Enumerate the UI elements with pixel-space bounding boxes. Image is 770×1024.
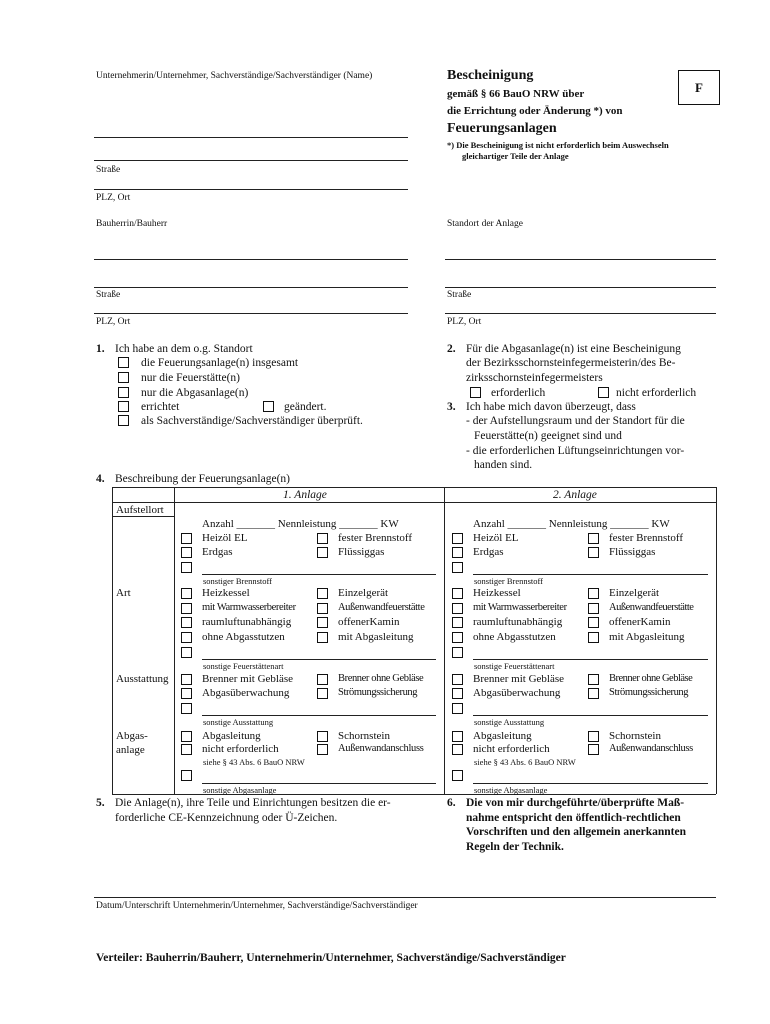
a2-checkbox-einzelgeraet[interactable] <box>588 588 599 599</box>
row-label-art: Art <box>116 587 131 599</box>
a1-label-aussenwandfeuer: Außenwandfeuerstätte <box>338 602 425 613</box>
a1-checkbox-aussenwandfeuer[interactable] <box>317 603 328 614</box>
a2-checkbox-sonst-abgas[interactable] <box>452 770 463 781</box>
a2-label-warmwasser: mit Warmwasserbereiter <box>473 602 567 613</box>
standort-line-2[interactable] <box>445 287 716 288</box>
a1-checkbox-sonst-brenn[interactable] <box>181 562 192 573</box>
a2-label-fluessig: Flüssiggas <box>609 546 656 558</box>
a2-sonst-brenn-field[interactable] <box>473 574 708 575</box>
checkbox-abgasanlage[interactable] <box>118 387 129 398</box>
a2-label-fester: fester Brennstoff <box>609 532 684 544</box>
section-1-number: 1. <box>96 343 105 355</box>
checkbox-bescheinigung-erforderlich[interactable] <box>470 387 481 398</box>
a2-checkbox-brenner-ohne[interactable] <box>588 674 599 685</box>
section-1-title: Ich habe an dem o.g. Standort <box>115 343 253 355</box>
a2-checkbox-ohne-stutzen[interactable] <box>452 632 463 643</box>
row-label-aufstellort: Aufstellort <box>116 504 164 516</box>
section-2-line-1: Für die Abgasanlage(n) ist eine Bescheinigung <box>466 343 681 355</box>
table-header-border <box>112 502 716 503</box>
section-2-number: 2. <box>447 343 456 355</box>
a2-label-offener: offenerKamin <box>609 616 671 628</box>
a1-label-fluessig: Flüssiggas <box>338 546 385 558</box>
a2-checkbox-aussenwandanschl[interactable] <box>588 744 599 755</box>
section-3-line-1: Ich habe mich davon überzeugt, dass <box>466 401 636 413</box>
table-left-border <box>112 487 113 794</box>
bauherr-label: Bauherrin/Bauherr <box>96 219 168 229</box>
column-header-1: 1. Anlage <box>283 489 327 501</box>
table-right-border <box>716 487 717 794</box>
a2-label-erdgas: Erdgas <box>473 546 504 558</box>
a1-label-einzelgeraet: Einzelgerät <box>338 587 389 599</box>
a1-checkbox-brenner-ohne[interactable] <box>317 674 328 685</box>
section-5-line-2: forderliche CE-Kennzeichnung oder Ü-Zeichen. <box>115 812 338 824</box>
section-3-number: 3. <box>447 401 456 413</box>
checkbox-geaendert[interactable] <box>263 401 274 412</box>
a1-checkbox-ohne-stutzen[interactable] <box>181 632 192 643</box>
standort-label: Standort der Anlage <box>447 219 523 229</box>
checkbox-ueberprueft[interactable] <box>118 415 129 426</box>
a2-checkbox-fluessig[interactable] <box>588 547 599 558</box>
a2-checkbox-sonst-brenn[interactable] <box>452 562 463 573</box>
name-field-line-2[interactable] <box>94 160 408 161</box>
form-subtitle-1: gemäß § 66 BauO NRW über <box>447 88 585 100</box>
a1-checkbox-erdgas[interactable] <box>181 547 192 558</box>
table-label-divider <box>174 487 175 794</box>
checkbox-errichtet[interactable] <box>118 401 129 412</box>
a1-checkbox-heizkessel[interactable] <box>181 588 192 599</box>
a2-checkbox-mit-abgas[interactable] <box>588 632 599 643</box>
a1-label-sonst-brenn: sonstiger Brennstoff <box>203 576 273 586</box>
footnote-line-1: *) Die Bescheinigung ist nicht erforderlich beim Auswechseln <box>447 140 669 150</box>
column-header-2: 2. Anlage <box>553 489 597 501</box>
section-6-line-3: Vorschriften und den allgemein anerkannten <box>466 826 687 838</box>
name-label: Unternehmerin/Unternehmer, Sachverständige/Sachverständiger (Name) <box>96 71 373 81</box>
a2-checkbox-nicht-erf[interactable] <box>452 744 463 755</box>
a1-checkbox-raumluft[interactable] <box>181 617 192 628</box>
label-ueberprueft: als Sachverständige/Sachverständiger überprüft. <box>141 415 363 427</box>
a1-checkbox-abgasleitung[interactable] <box>181 731 192 742</box>
a2-checkbox-schornstein[interactable] <box>588 731 599 742</box>
a1-label-aussenwandanschl: Außenwandanschluss <box>338 743 424 754</box>
a1-checkbox-sonst-abgas[interactable] <box>181 770 192 781</box>
a2-label-raumluft: raumluftunabhängig <box>473 616 563 628</box>
a2-checkbox-aussenwandfeuer[interactable] <box>588 603 599 614</box>
a1-sonst-brenn-field[interactable] <box>202 574 436 575</box>
a1-sonst-abgas-field[interactable] <box>202 783 436 784</box>
table-col-divider <box>444 487 445 794</box>
section-3-line-4: - die erforderlichen Lüftungseinrichtungen vor- <box>466 445 685 457</box>
form-letter-box: F <box>678 70 720 105</box>
a2-checkbox-stroemung[interactable] <box>588 688 599 699</box>
standort-street-field[interactable] <box>445 313 716 314</box>
a2-label-abgasueberw: Abgasüberwachung <box>473 687 561 699</box>
section-6-line-2: nahme entspricht den öffentlich-rechtlichen <box>466 812 681 824</box>
a1-label-nicht-erf: nicht erforderlich <box>202 743 279 755</box>
contractor-plz-label: PLZ, Ort <box>96 193 131 203</box>
a1-label-heizoel: Heizöl EL <box>202 532 248 544</box>
a2-checkbox-heizkessel[interactable] <box>452 588 463 599</box>
a1-label-brenner-mit: Brenner mit Gebläse <box>202 673 294 685</box>
section-3-line-3: Feuerstätte(n) geeignet sind und <box>474 430 622 442</box>
a1-checkbox-einzelgeraet[interactable] <box>317 588 328 599</box>
standort-field[interactable] <box>445 259 716 260</box>
form-subtitle-2: die Errichtung oder Änderung *) von <box>447 105 623 117</box>
a2-label-einzelgeraet: Einzelgerät <box>609 587 660 599</box>
anlage-2-anzahl: Anzahl _______ Nennleistung _______ KW <box>473 518 670 530</box>
a2-label-heizoel: Heizöl EL <box>473 532 519 544</box>
label-erforderlich: erforderlich <box>491 387 546 399</box>
a1-checkbox-abgasueberw[interactable] <box>181 688 192 699</box>
a2-label-abgasleitung: Abgasleitung <box>473 730 532 742</box>
contractor-street-field[interactable] <box>94 189 408 190</box>
a1-label-schornstein: Schornstein <box>338 730 390 742</box>
a1-checkbox-fluessig[interactable] <box>317 547 328 558</box>
section-6-line-1: Die von mir durchgeführte/überprüfte Maß- <box>466 797 685 809</box>
a2-label-schornstein: Schornstein <box>609 730 661 742</box>
a2-label-aussenwandfeuer: Außenwandfeuerstätte <box>609 602 694 613</box>
a1-label-raumluft: raumluftunabhängig <box>202 616 292 628</box>
label-nicht-erforderlich: nicht erforderlich <box>616 387 697 399</box>
a2-label-brenner-ohne: Brenner ohne Gebläse <box>609 673 693 684</box>
name-field-line[interactable] <box>94 137 408 138</box>
bauherr-line-2[interactable] <box>94 287 408 288</box>
a2-checkbox-abgasleitung[interactable] <box>452 731 463 742</box>
a1-label-siehe: siehe § 43 Abs. 6 BauO NRW <box>203 757 305 767</box>
signature-label: Datum/Unterschrift Unternehmerin/Unternehmer, Sachverständige/Sachverständiger <box>96 901 418 911</box>
section-5-line-1: Die Anlage(n), ihre Teile und Einrichtungen besitzen die er- <box>115 797 391 809</box>
a2-label-brenner-mit: Brenner mit Gebläse <box>473 673 565 685</box>
a1-checkbox-mit-abgas[interactable] <box>317 632 328 643</box>
a2-checkbox-heizoel[interactable] <box>452 533 463 544</box>
bauherr-name-field[interactable] <box>94 259 408 260</box>
anlage-1-anzahl: Anzahl _______ Nennleistung _______ KW <box>202 518 399 530</box>
a2-sonst-ausst-field[interactable] <box>473 715 708 716</box>
standort-street-label: Straße <box>447 290 472 300</box>
a1-checkbox-schornstein[interactable] <box>317 731 328 742</box>
bauherr-street-field[interactable] <box>94 313 408 314</box>
row-label-abgas-1: Abgas- <box>116 730 148 742</box>
distribution-list: Verteiler: Bauherrin/Bauherr, Unternehmerin/Unternehmer, Sachverständige/Sachverständiger <box>96 952 566 964</box>
a1-checkbox-fester[interactable] <box>317 533 328 544</box>
a2-label-sonst-feuer: sonstige Feuerstättenart <box>474 661 555 671</box>
a2-checkbox-fester[interactable] <box>588 533 599 544</box>
a2-label-heizkessel: Heizkessel <box>473 587 521 599</box>
table-aufstellort-border <box>112 516 174 517</box>
a1-checkbox-sonst-feuer[interactable] <box>181 647 192 658</box>
form-title: Bescheinigung <box>447 68 534 83</box>
contractor-street-label: Straße <box>96 165 121 175</box>
a1-label-heizkessel: Heizkessel <box>202 587 250 599</box>
a1-label-warmwasser: mit Warmwasserbereiter <box>202 602 296 613</box>
a2-label-stroemung: Strömungssicherung <box>609 687 689 698</box>
a2-label-sonst-ausst: sonstige Ausstattung <box>474 717 545 727</box>
a2-checkbox-offener[interactable] <box>588 617 599 628</box>
a2-checkbox-sonst-ausst[interactable] <box>452 703 463 714</box>
a1-label-brenner-ohne: Brenner ohne Gebläse <box>338 673 424 684</box>
a1-checkbox-nicht-erf[interactable] <box>181 744 192 755</box>
a2-label-aussenwandanschl: Außenwandanschluss <box>609 743 693 754</box>
a1-label-sonst-feuer: sonstige Feuerstättenart <box>203 661 284 671</box>
a1-label-abgasleitung: Abgasleitung <box>202 730 261 742</box>
a2-checkbox-abgasueberw[interactable] <box>452 688 463 699</box>
a1-label-sonst-ausst: sonstige Ausstattung <box>203 717 274 727</box>
a1-label-stroemung: Strömungssicherung <box>338 687 418 698</box>
a2-checkbox-raumluft[interactable] <box>452 617 463 628</box>
section-4-title: Beschreibung der Feuerungsanlage(n) <box>115 473 290 485</box>
a2-label-mit-abgas: mit Abgasleitung <box>609 631 685 643</box>
standort-plz-label: PLZ, Ort <box>447 317 482 327</box>
label-errichtet: errichtet <box>141 401 180 413</box>
a1-label-ohne-stutzen: ohne Abgasstutzen <box>202 631 285 643</box>
label-geaendert: geändert. <box>284 401 327 413</box>
a1-label-offener: offenerKamin <box>338 616 400 628</box>
a1-checkbox-stroemung[interactable] <box>317 688 328 699</box>
checkbox-bescheinigung-nicht-erforderlich[interactable] <box>598 387 609 398</box>
a1-checkbox-warmwasser[interactable] <box>181 603 192 614</box>
a2-label-sonst-abgas: sonstige Abgasanlage <box>474 785 548 795</box>
label-feuerstaette: nur die Feuerstätte(n) <box>141 372 240 384</box>
bauherr-street-label: Straße <box>96 290 121 300</box>
footnote-line-2: gleichartiger Teile der Anlage <box>462 151 569 161</box>
a2-sonst-feuer-field[interactable] <box>473 659 708 660</box>
a1-checkbox-brenner-mit[interactable] <box>181 674 192 685</box>
a1-checkbox-sonst-ausst[interactable] <box>181 703 192 714</box>
section-6-number: 6. <box>447 797 456 809</box>
a1-label-abgasueberw: Abgasüberwachung <box>202 687 290 699</box>
a1-sonst-feuer-field[interactable] <box>202 659 436 660</box>
a2-checkbox-erdgas[interactable] <box>452 547 463 558</box>
a2-label-sonst-brenn: sonstiger Brennstoff <box>474 576 544 586</box>
a2-checkbox-brenner-mit[interactable] <box>452 674 463 685</box>
section-3-line-5: handen sind. <box>474 459 533 471</box>
a1-checkbox-aussenwandanschl[interactable] <box>317 744 328 755</box>
a2-checkbox-warmwasser[interactable] <box>452 603 463 614</box>
checkbox-gesamt[interactable] <box>118 357 129 368</box>
a2-label-ohne-stutzen: ohne Abgasstutzen <box>473 631 556 643</box>
section-4-number: 4. <box>96 473 105 485</box>
section-3-line-2: - der Aufstellungsraum und der Standort für die <box>466 415 685 427</box>
a1-checkbox-offener[interactable] <box>317 617 328 628</box>
a2-checkbox-sonst-feuer[interactable] <box>452 647 463 658</box>
a2-label-nicht-erf: nicht erforderlich <box>473 743 550 755</box>
section-2-line-2: der Bezirksschornsteinfegermeisterin/des Be- <box>466 357 676 369</box>
signature-field[interactable] <box>94 897 716 898</box>
a1-label-erdgas: Erdgas <box>202 546 233 558</box>
a1-label-mit-abgas: mit Abgasleitung <box>338 631 414 643</box>
section-5-number: 5. <box>96 797 105 809</box>
bauherr-plz-label: PLZ, Ort <box>96 317 131 327</box>
checkbox-feuerstaette[interactable] <box>118 372 129 383</box>
label-abgasanlage: nur die Abgasanlage(n) <box>141 387 249 399</box>
a2-label-siehe: siehe § 43 Abs. 6 BauO NRW <box>474 757 576 767</box>
section-2-line-3: zirksschornsteinfegermeisters <box>466 372 603 384</box>
a2-sonst-abgas-field[interactable] <box>473 783 708 784</box>
a1-sonst-ausst-field[interactable] <box>202 715 436 716</box>
section-6-line-4: Regeln der Technik. <box>466 841 564 853</box>
table-top-border <box>112 487 716 488</box>
row-label-abgas-2: anlage <box>116 744 145 756</box>
a1-label-fester: fester Brennstoff <box>338 532 413 544</box>
label-gesamt: die Feuerungsanlage(n) insgesamt <box>141 357 299 369</box>
a1-checkbox-heizoel[interactable] <box>181 533 192 544</box>
row-label-ausstattung: Ausstattung <box>116 673 169 685</box>
a1-label-sonst-abgas: sonstige Abgasanlage <box>203 785 277 795</box>
form-subject: Feuerungsanlagen <box>447 121 557 136</box>
